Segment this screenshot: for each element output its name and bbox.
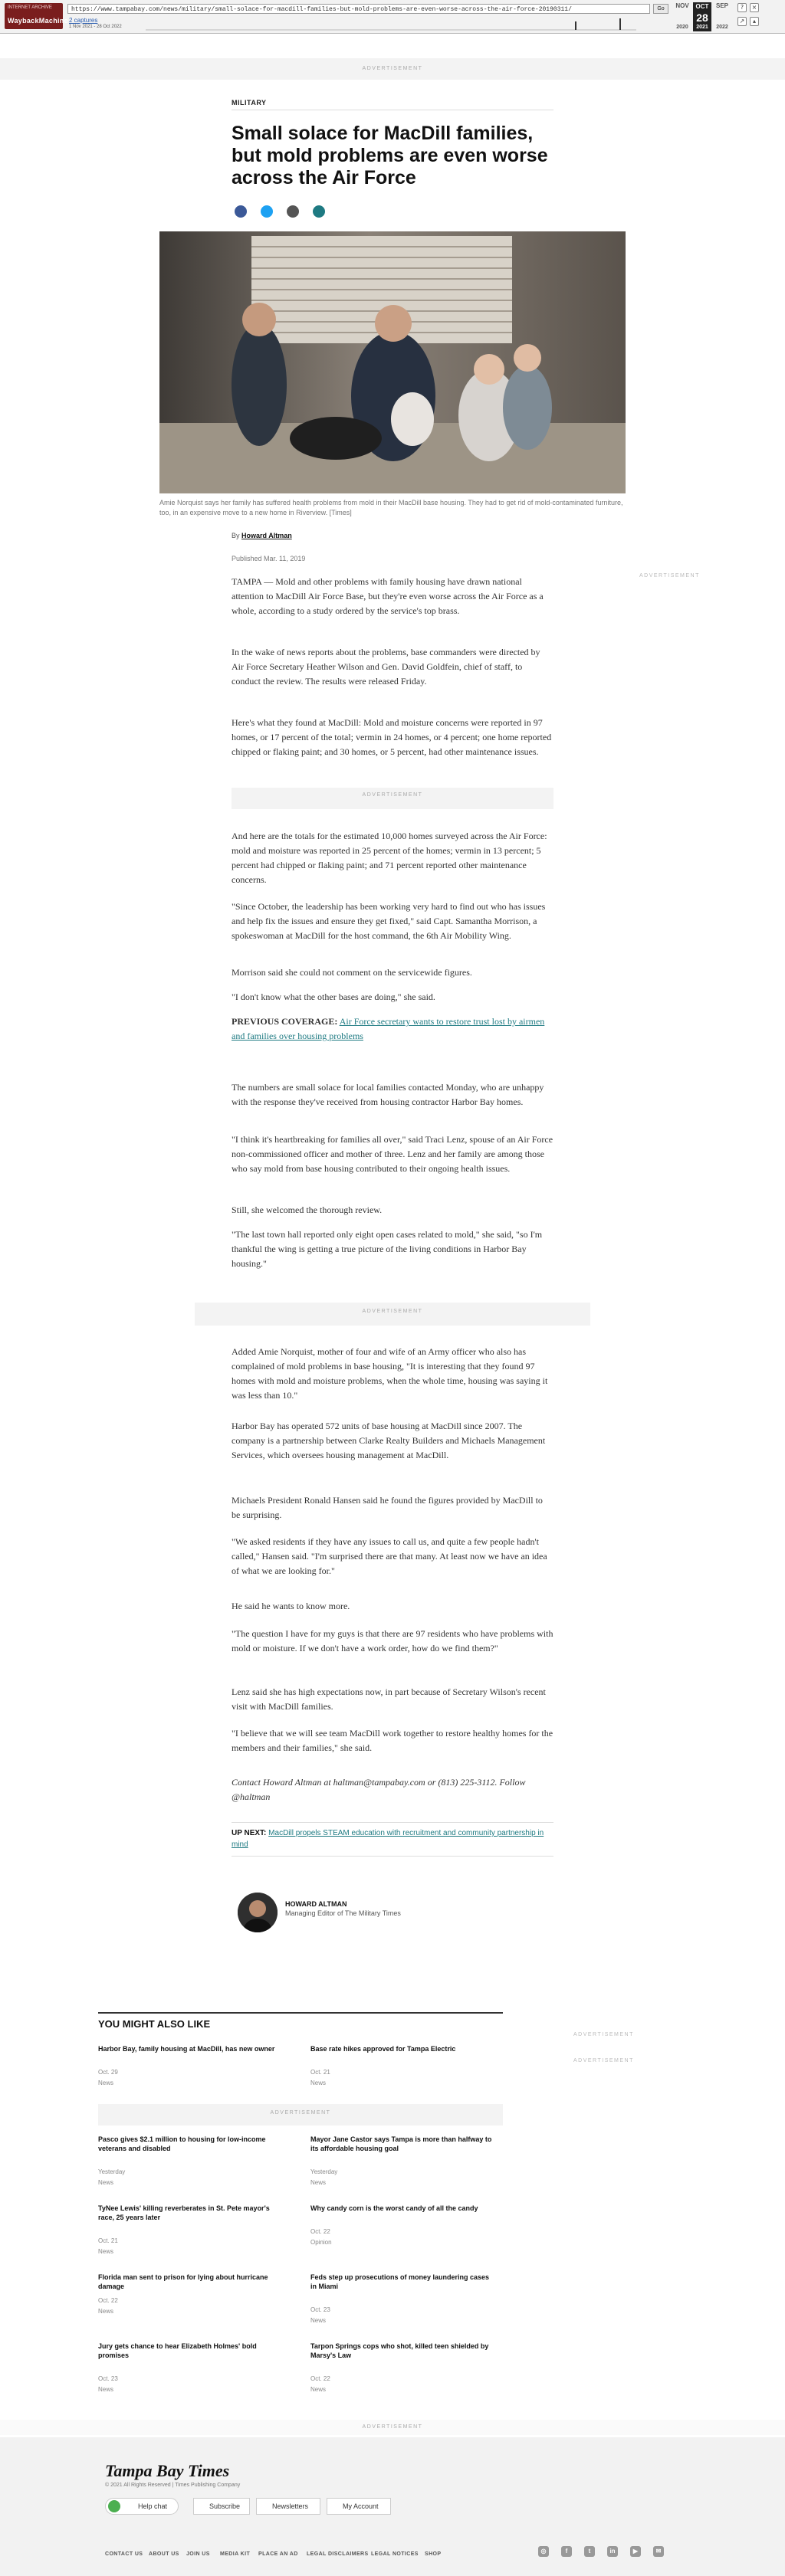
wayback-logo-caption: INTERNET ARCHIVE	[8, 5, 52, 10]
related-card-title[interactable]: Mayor Jane Castor says Tampa is more than halfway to its affordable housing goal	[310, 2135, 492, 2152]
paragraph: And here are the totals for the estimated 10,000 homes surveyed across the Air Force: mold and moisture was reported in 25 percent of the homes; vermin in 13 percent; 5 percent had chipped or flaking paint; and 71 percent reported other maintenance concerns.	[232, 831, 547, 885]
related-card-date: Oct. 29	[98, 2069, 118, 2076]
related-side-ad-label-2: ADVERTISEMENT	[573, 2058, 634, 2063]
section-label[interactable]: MILITARY	[232, 99, 267, 107]
wayback-year-next[interactable]: 2022	[716, 25, 728, 30]
linkedin-icon[interactable]: in	[607, 2546, 618, 2557]
twitter-share-icon[interactable]	[261, 205, 273, 218]
author-avatar[interactable]	[238, 1893, 278, 1932]
related-card-date: Oct. 21	[98, 2237, 118, 2244]
related-card-title[interactable]: Tarpon Springs cops who shot, killed teen shielded by Marsy's Law	[310, 2342, 489, 2359]
wayback-sparkline[interactable]	[146, 17, 636, 31]
related-card-date: Oct. 22	[310, 2375, 330, 2382]
share-icon[interactable]: ↗	[737, 17, 747, 26]
related-card-title[interactable]: Jury gets chance to hear Elizabeth Holmes' bold promises	[98, 2342, 257, 2359]
author-card-name[interactable]: HOWARD ALTMAN	[285, 1900, 347, 1908]
related-card-tag[interactable]: News	[98, 2079, 114, 2086]
close-icon[interactable]: ×	[750, 3, 759, 12]
inline-ad-slot	[232, 788, 553, 809]
paragraph: He said he wants to know more.	[232, 1601, 350, 1611]
byline	[232, 532, 461, 539]
previous-coverage-label: PREVIOUS COVERAGE:	[232, 1016, 338, 1027]
my-account-button[interactable]: My Account	[327, 2498, 391, 2515]
share-icon[interactable]	[313, 205, 325, 218]
wayback-day: 28	[693, 11, 711, 24]
collapse-icon[interactable]: ▴	[750, 17, 759, 26]
footer-link[interactable]: SHOP	[425, 2551, 442, 2557]
facebook-share-icon[interactable]	[235, 205, 247, 218]
footer-link[interactable]: ABOUT US	[149, 2551, 179, 2557]
wayback-captures-link[interactable]: 2 captures	[69, 17, 98, 24]
wayback-go-button[interactable]: Go	[653, 4, 668, 14]
youtube-icon[interactable]: ▶	[630, 2546, 641, 2557]
footer-brand-logo[interactable]: Tampa Bay Times	[105, 2461, 230, 2480]
related-card-date: Yesterday	[310, 2168, 338, 2175]
related-card-tag[interactable]: News	[98, 2248, 114, 2255]
related-card-date: Oct. 22	[98, 2297, 118, 2304]
inline-ad-slot-2	[195, 1303, 590, 1326]
email-share-icon[interactable]	[287, 205, 299, 218]
chat-icon	[108, 2500, 120, 2512]
footer-link[interactable]: MEDIA KIT	[220, 2551, 251, 2557]
related-card-title[interactable]: Base rate hikes approved for Tampa Electric	[310, 2045, 456, 2053]
inline-ad-label-2: ADVERTISEMENT	[362, 1309, 423, 1314]
wayback-month-next[interactable]: SEP	[715, 2, 728, 9]
related-card-title[interactable]: Florida man sent to prison for lying about hurricane damage	[98, 2273, 268, 2290]
instagram-icon[interactable]: ◎	[538, 2546, 549, 2557]
avatar-portrait	[238, 1893, 278, 1932]
paragraph: In the wake of news reports about the problems, base commanders were directed by Air Force Secretary Heather Wilson and Gen. David Goldfein, chief of staff, to conduct the review. The results were released Friday.	[232, 647, 540, 687]
related-title: YOU MIGHT ALSO LIKE	[98, 2018, 211, 2030]
related-card-title[interactable]: Harbor Bay, family housing at MacDill, has new owner	[98, 2045, 275, 2053]
up-next	[232, 1827, 553, 1850]
wayback-url-input[interactable]: https://www.tampabay.com/news/military/small-solace-for-macdill-families-but-mold-problems-are-even-worse-across-the-air-force-20190311/	[67, 4, 650, 14]
newsletters-button[interactable]: Newsletters	[256, 2498, 320, 2515]
previous-coverage-link[interactable]: Air Force secretary wants to restore trust lost by airmen and families over housing problems	[232, 1016, 545, 1041]
related-card-title[interactable]: Why candy corn is the worst candy of all the candy	[310, 2204, 478, 2212]
related-card-tag[interactable]: News	[98, 2386, 114, 2393]
wayback-month-current: OCT	[693, 2, 711, 11]
hero-caption: Amie Norquist says her family has suffered health problems from mold in their MacDill base housing. They had to get rid of mold-contaminated furniture, too, in an expensive move to a new home in Riverview. [Times]	[159, 499, 623, 516]
paragraph: Lenz said she has high expectations now, in part because of Secretary Wilson's recent visit with MacDill families.	[232, 1686, 546, 1712]
email-icon[interactable]: ✉	[653, 2546, 664, 2557]
help-icon[interactable]: ?	[737, 3, 747, 12]
related-card-date: Oct. 23	[310, 2306, 330, 2313]
related-card-tag[interactable]: News	[310, 2079, 327, 2086]
footer-link[interactable]: LEGAL DISCLAIMERS	[307, 2551, 369, 2557]
paragraph: "I don't know what the other bases are doing," she said.	[232, 991, 435, 1002]
author-link[interactable]: Howard Altman	[241, 532, 292, 539]
hero-photo	[159, 231, 626, 493]
paragraph: Harbor Bay has operated 572 units of base housing at MacDill since 2007. The company is a partnership between Clarke Realty Builders and Michaels Management Services, which oversees housing management at MacDill.	[232, 1421, 546, 1460]
wayback-month-prev[interactable]: NOV	[675, 2, 689, 9]
related-card-tag[interactable]: News	[310, 2386, 327, 2393]
footer-link[interactable]: LEGAL NOTICES	[371, 2551, 419, 2557]
upnext-divider-bottom	[232, 1856, 553, 1857]
footer-copyright: © 2021 All Rights Reserved | Times Publishing Company	[105, 2483, 241, 2488]
facebook-icon[interactable]: f	[561, 2546, 572, 2557]
bottom-ad-label: ADVERTISEMENT	[362, 2424, 423, 2430]
footer-link[interactable]: PLACE AN AD	[258, 2551, 298, 2557]
upnext-divider	[232, 1822, 553, 1823]
paragraph: Added Amie Norquist, mother of four and wife of an Army officer who also has complained of mold problems in base housing, "It is interesting that they found 97 homes with mold and moisture problems, when the whole time, housing was saying it was less than 10."	[232, 1346, 548, 1401]
related-divider	[98, 2012, 503, 2014]
subscribe-button[interactable]: Subscribe	[193, 2498, 250, 2515]
related-card-tag[interactable]: News	[310, 2179, 327, 2186]
wayback-logo-text: WaybackMachine	[8, 17, 68, 25]
side-ad-label: ADVERTISEMENT	[639, 573, 700, 578]
paragraph: "Since October, the leadership has been working very hard to find out who has issues and help fix the issues and ensure they get fixed," said Capt. Samantha Morrison, a spokeswoman at MacDill for the host command, the 6th Air Mobility Wing.	[232, 901, 546, 941]
paragraph: "The last town hall reported only eight open cases related to mold," she said, "so I'm thankful the wing is getting a true picture of the living conditions in Harbor Bay housing."	[232, 1229, 543, 1269]
published-date: Published Mar. 11, 2019	[232, 555, 306, 562]
paragraph: "I believe that we will see team MacDill work together to restore healthy homes for the members and their families," she said.	[232, 1728, 553, 1753]
related-card-tag[interactable]: News	[310, 2317, 327, 2324]
byline-prefix: By	[232, 532, 240, 539]
paragraph: Michaels President Ronald Hansen said he found the figures provided by MacDill to be surprising.	[232, 1495, 543, 1520]
related-card-tag[interactable]: News	[98, 2179, 114, 2186]
paragraph: "We asked residents if they have any issues to call us, and quite a few people hadn't called," Hansen said. "I'm surprised there are that many. At least now we have an idea of what we are looking for."	[232, 1536, 547, 1576]
paragraph: Still, she welcomed the thorough review.	[232, 1204, 383, 1215]
author-card-role: Managing Editor of The Military Times	[285, 1909, 401, 1917]
wayback-year-current: 2021	[693, 24, 711, 31]
related-card-date: Yesterday	[98, 2168, 126, 2175]
paragraph: "I think it's heartbreaking for families all over," said Traci Lenz, spouse of an Air Force non-commissioned officer and mother of three. Lenz and her family are among those who say mold from base housing contributed to their ongoing health issues.	[232, 1134, 553, 1174]
footer-link[interactable]: CONTACT US	[105, 2551, 143, 2557]
related-ad-label: ADVERTISEMENT	[270, 2110, 331, 2116]
related-card-tag[interactable]: Opinion	[310, 2239, 332, 2246]
paragraph: The numbers are small solace for local families contacted Monday, who are unhappy with the response they've received from housing contractor Harbor Bay homes.	[232, 1082, 544, 1107]
inline-ad-label: ADVERTISEMENT	[362, 792, 423, 798]
related-card-title[interactable]: Feds step up prosecutions of money laundering cases in Miami	[310, 2273, 490, 2290]
related-card-title[interactable]: TyNee Lewis' killing reverberates in St. Pete mayor's race, 25 years later	[98, 2204, 270, 2221]
up-next-link[interactable]: MacDill propels STEAM education with recruitment and community partnership in mind	[232, 1829, 544, 1849]
paragraph: Morrison said she could not comment on the servicewide figures.	[232, 967, 472, 978]
related-card-title[interactable]: Pasco gives $2.1 million to housing for low-income veterans and disabled	[98, 2135, 266, 2152]
related-card-date: Oct. 21	[310, 2069, 330, 2076]
paragraph: Here's what they found at MacDill: Mold and moisture concerns were reported in 97 homes, or 17 percent of the total; vermin in 24 homes, or 4 percent; one home reported chipped or flaking paint; and 30 homes, or 5 percent, had other maintenance issues.	[232, 717, 552, 757]
related-card-date: Oct. 22	[310, 2228, 330, 2235]
related-side-ad-label: ADVERTISEMENT	[573, 2032, 634, 2037]
help-chat-label: Help chat	[138, 2502, 168, 2510]
headline: Small solace for MacDill families, but mold problems are even worse across the Air Force	[232, 123, 548, 188]
related-card-tag[interactable]: News	[98, 2308, 114, 2315]
related-card-date: Oct. 23	[98, 2375, 118, 2382]
up-next-label: UP NEXT:	[232, 1829, 267, 1837]
paragraph: "The question I have for my guys is that there are 97 residents who have problems with mold or moisture. If we don't have a work order, how do we find them?"	[232, 1628, 553, 1653]
wayback-date-range: 1 Nov 2021 - 28 Oct 2022	[69, 25, 122, 29]
footer-link[interactable]: JOIN US	[186, 2551, 210, 2557]
contact-line: Contact Howard Altman at haltman@tampabay.com or (813) 225-3112. Follow @haltman	[232, 1777, 526, 1802]
paragraph: TAMPA — Mold and other problems with family housing have drawn national attention to MacDill Air Force Base, but they're even worse across the Air Force as a whole, according to a study ordered by the service's top brass.	[232, 576, 544, 616]
previous-coverage	[232, 1014, 553, 1044]
top-ad-label: ADVERTISEMENT	[362, 66, 423, 71]
wayback-year-prev[interactable]: 2020	[676, 25, 688, 30]
twitter-icon[interactable]: t	[584, 2546, 595, 2557]
